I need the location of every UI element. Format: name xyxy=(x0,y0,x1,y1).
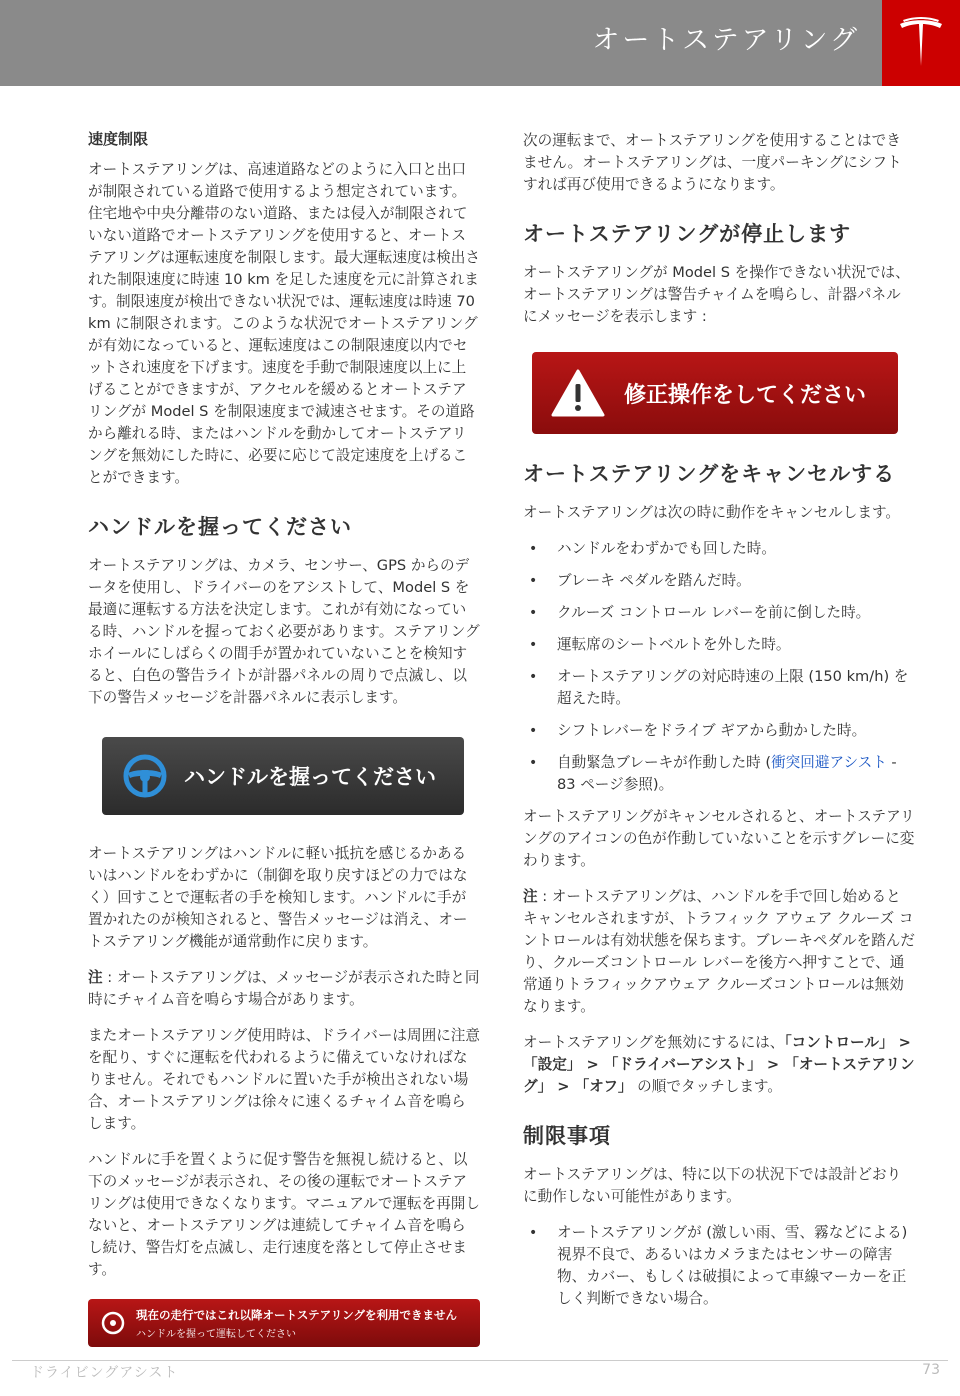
menu-sep: > xyxy=(893,1034,911,1051)
tesla-logo-icon xyxy=(896,16,946,70)
disable-text-b: の順でタッチします。 xyxy=(632,1078,782,1095)
list-item: • ハンドルをわずかでも回した時。 xyxy=(523,538,915,560)
menu-autosteer: 「オートステアリング」 xyxy=(523,1056,915,1095)
menu-sep: > xyxy=(552,1078,575,1095)
attention-paragraph: またオートステアリング使用時は、ドライバーは周囲に注意を配り、すぐに運転を代われるように備えていなければなりません。それでもハンドルに置いた手が検出されない場合、オートステアリングは徐々に速くるチャイム音を鳴らします。 xyxy=(88,1027,480,1132)
cancel-list xyxy=(523,538,915,796)
aeb-text-b: - 83 ページ参照)。 xyxy=(557,754,897,793)
autosteer-stops-heading: オートステアリングが停止します xyxy=(523,221,852,246)
hold-wheel-banner-text: ハンドルを握ってください xyxy=(184,765,436,789)
speed-limit-heading: 速度制限 xyxy=(88,130,149,148)
autosteer-unavailable-banner xyxy=(88,1299,480,1347)
note-label: 注 xyxy=(523,888,538,905)
footer-page-number: 73 xyxy=(922,1362,940,1378)
note-label: 注 xyxy=(88,969,103,986)
disable-paragraph xyxy=(523,1032,915,1098)
left-column xyxy=(88,128,480,1347)
unavailable-line-1: 現在の走行ではこれ以降オートステアリングを利用できません xyxy=(136,1307,457,1322)
limitations-list xyxy=(523,1222,915,1310)
cancel-intro: オートステアリングは次の時に動作をキャンセルします。 xyxy=(523,504,900,521)
cancel-heading: オートステアリングをキャンセルする xyxy=(523,461,896,486)
take-over-banner xyxy=(532,352,898,434)
list-item: • シフトレバーをドライブ ギアから動かした時。 xyxy=(523,720,915,742)
speed-limit-paragraph: オートステアリングは、高速道路などのように入口と出口が制限されている道路で使用するよう想定されています。住宅地や中央分離帯のない道路、または侵入が制限されていない道路でオートステアリングを使用すると、オートステアリングは運転速度を制限します。最大運転速度は検出された制限速度に時速 10 km を足した速度を元に計算されます。制限速度が検出できない状況では、運転速度は時速 70 km に制限されます。このような状況でオートステアリングが有効になっていると、運転速度はこの制限速度以内でセットされ速度を下げます。速度を手動で制限速度以上に上げることができますが、アクセルを緩めるとオートステアリングが Model S を制限速度まで減速させます。その道路から離れる時、またはハンドルを動かしてオートステアリングを無効にした時に、必要に応じて設定速度を上げることができます。 xyxy=(88,161,480,486)
unavailable-line-2: ハンドルを握って運転してください xyxy=(136,1328,296,1340)
list-item: • オートステアリングが (激しい雨、雪、霧などによる) 視界不良で、あるいはカメラまたはセンサーの障害物、カバー、もしくは破損によって車線マーカーを正しく判断できない場合。 xyxy=(523,1222,915,1310)
hold-wheel-paragraph: オートステアリングは、カメラ、センサー、GPS からのデータを使用し、ドライバーのをアシストして、Model S を最適に運転する方法を決定します。これが有効になっている時、ハンドルを握っておく必要があります。ステアリングホイールにしばらくの間手が置かれていないことを検知すると、白色の警告ライトが計器パネルの周りで点滅し、以下の警告メッセージを計器パネルに表示します。 xyxy=(88,557,480,706)
note-chime-text: : オートステアリングは、メッセージが表示された時と同時にチャイム音を鳴らす場合があります。 xyxy=(88,969,480,1008)
resistance-paragraph: オートステアリングはハンドルに軽い抵抗を感じるかあるいはハンドルをわずかに（制御を取り戻すほどの力ではなく）回すことで運転者の手を検知します。ハンドルに手が置かれたのが検知されると、警告メッセージは消え、オートステアリング機能が通常動作に戻ります。 xyxy=(88,845,468,950)
note-tacc-paragraph xyxy=(523,886,915,1018)
tesla-logo xyxy=(882,0,960,86)
warning-triangle-icon xyxy=(550,367,606,419)
autosteer-stops-paragraph: オートステアリングが Model S を操作できない状況では、オートステアリングは警告チャイムを鳴らし、計器パネルにメッセージを表示します : xyxy=(523,264,910,325)
ignore-warning-paragraph: ハンドルに手を置くように促す警告を無視し続けると、以下のメッセージが表示され、その後の運転でオートステアリングは使用できなくなります。マニュアルで運転を再開しないと、オートステアリングは連続してチャイム音を鳴らし続け、警告灯を点滅し、走行速度を落として停止させます。 xyxy=(88,1151,480,1278)
menu-settings: 「設定」 xyxy=(523,1056,582,1073)
menu-controls: 「コントロール」 xyxy=(784,1034,894,1051)
footer-section: ドライビングアシスト xyxy=(30,1365,179,1381)
wheel-alert-icon xyxy=(100,1310,126,1336)
list-item: • 運転席のシートベルトを外した時。 xyxy=(523,634,915,656)
menu-sep: > xyxy=(761,1056,785,1073)
take-over-banner-text: 修正操作をしてください xyxy=(624,382,867,408)
right-column xyxy=(523,130,915,1320)
list-item: • クルーズ コントロール レバーを前に倒した時。 xyxy=(523,602,915,624)
page-title: オートステアリング xyxy=(592,25,860,56)
menu-off: 「オフ」 xyxy=(574,1078,633,1095)
disable-text-a: オートステアリングを無効にするには、 xyxy=(523,1034,785,1051)
note-chime-paragraph xyxy=(88,967,480,1011)
menu-sep: > xyxy=(581,1056,604,1073)
menu-driver-assist: 「ドライバーアシスト」 xyxy=(603,1056,762,1073)
hold-wheel-heading: ハンドルを握ってください xyxy=(88,514,352,539)
aeb-text-a: 自動緊急ブレーキが作動した時 ( xyxy=(557,754,772,771)
steering-wheel-icon xyxy=(120,751,170,801)
grey-icon-paragraph: オートステアリングがキャンセルされると、オートステアリングのアイコンの色が作動していないことを示すグレーに変わります。 xyxy=(523,808,915,869)
hold-wheel-banner xyxy=(102,737,464,815)
limitations-heading: 制限事項 xyxy=(523,1123,611,1148)
footer-divider xyxy=(12,1360,948,1361)
list-item: • ブレーキ ペダルを踏んだ時。 xyxy=(523,570,915,592)
continue-paragraph: 次の運転まで、オートステアリングを使用することはできません。オートステアリングは、一度パーキングにシフトすれば再び使用できるようになります。 xyxy=(523,132,902,193)
note-tacc-text: : オートステアリングは、ハンドルを手で回し始めるとキャンセルされますが、トラフィック アウェア クルーズ コントロールは有効状態を保ちます。ブレーキペダルを踏んだり、クルーズコントロール レバーを後方へ押すことで、通常通りトラフィックアウェア クルーズコントロールは無効なります。 xyxy=(523,888,915,1015)
collision-avoidance-link[interactable]: 衝突回避アシスト xyxy=(771,754,887,771)
list-item: • オートステアリングの対応時速の上限 (150 km/h) を超えた時。 xyxy=(523,666,915,710)
limitations-intro: オートステアリングは、特に以下の状況下では設計どおりに動作しない可能性があります。 xyxy=(523,1166,902,1205)
list-item xyxy=(523,752,915,796)
